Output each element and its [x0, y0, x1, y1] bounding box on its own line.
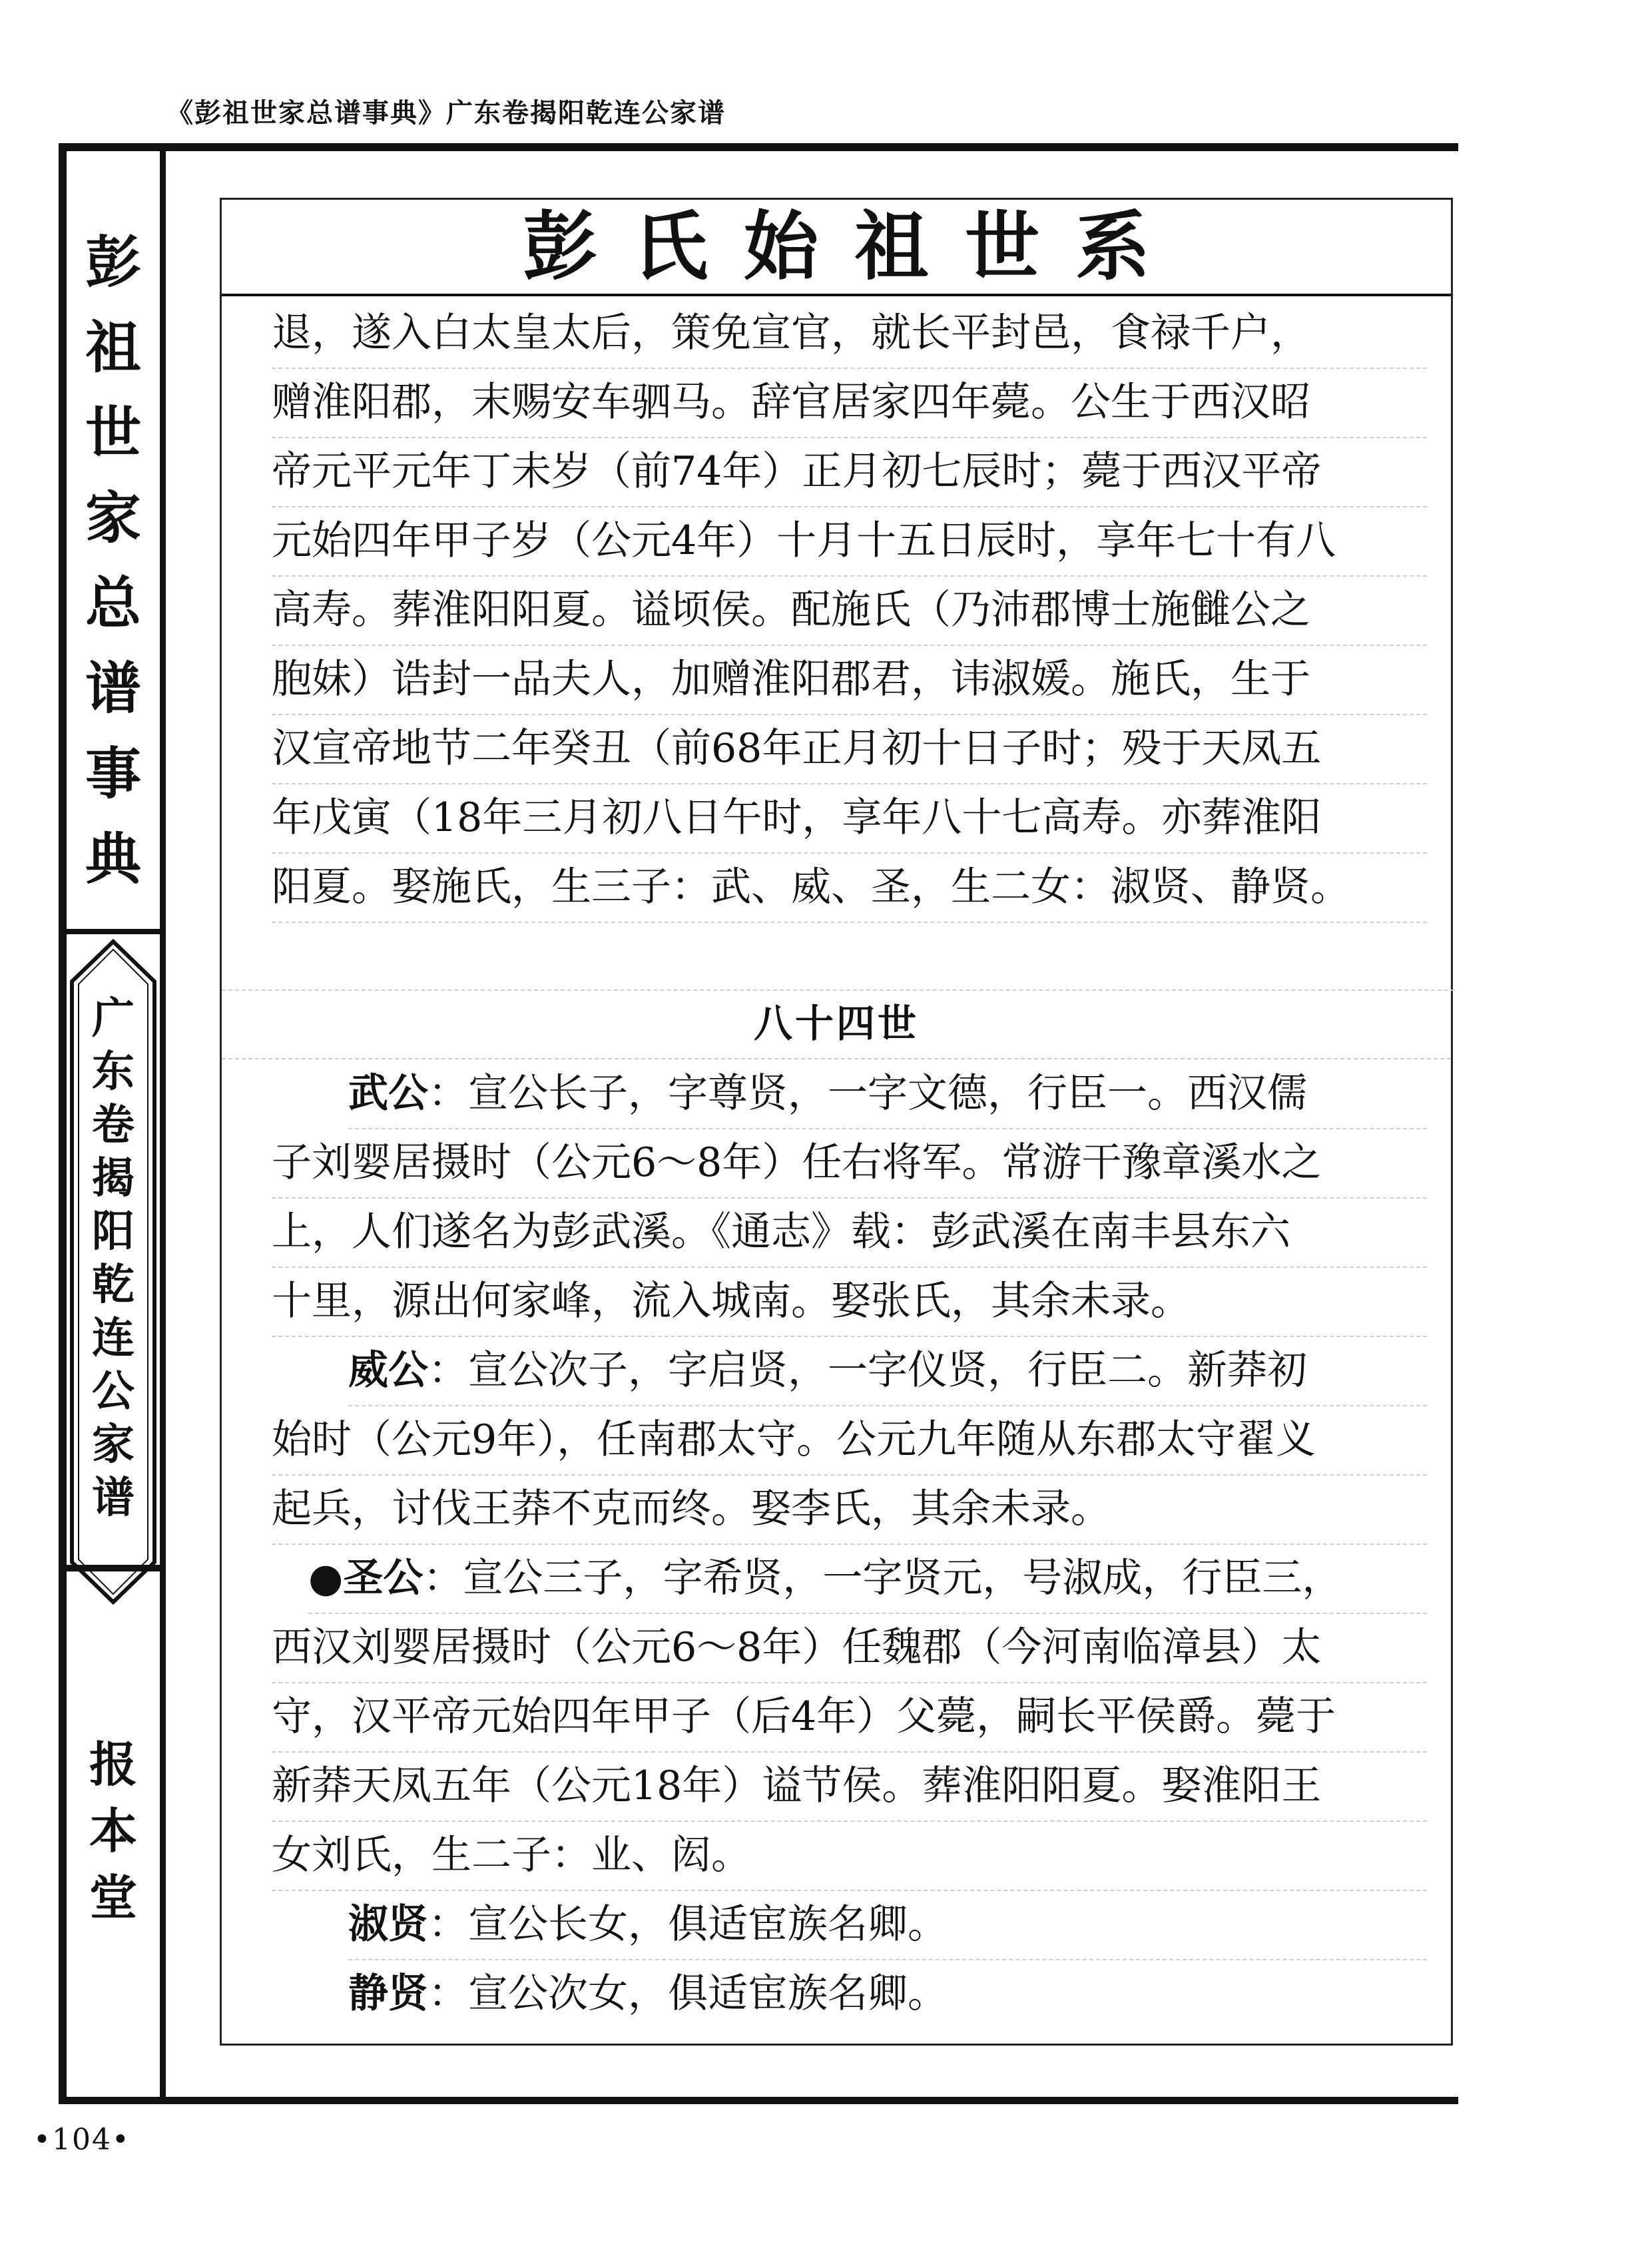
top-rule [59, 143, 1458, 151]
text-line: 退，遂入白太皇太后，策免宣官，就长平封邑，食禄千户， [272, 298, 1427, 369]
spine-book-title [67, 220, 160, 902]
spine-char: 阳 [92, 1207, 135, 1257]
text-line: 赠淮阳郡，末赐安车驷马。辞官居家四年薨。公生于西汉昭 [272, 368, 1427, 438]
spine-char: 谱 [92, 1473, 135, 1523]
spine-char: 揭 [92, 1153, 135, 1203]
entry-text: ：宣公次子，字启贤，一字仪贤，行臣二。新莽初 [428, 1347, 1307, 1394]
entry-line [348, 1059, 1427, 1129]
entry-line [308, 1543, 1427, 1614]
spine-hall-name [67, 1731, 160, 1931]
spine-char: 东 [92, 1047, 135, 1097]
text-line: 上，人们遂名为彭武溪。《通志》载：彭武溪在南丰县东六 [272, 1197, 1427, 1268]
entry-name: 淑贤 [348, 1901, 428, 1948]
spine-char: 乾 [92, 1260, 135, 1310]
spine-char: 报 [89, 1736, 137, 1793]
entry-name: 圣公 [343, 1555, 423, 1601]
entry-text: ：宣公三子，字希贤，一字贤元，号淑成，行臣三， [423, 1555, 1342, 1601]
entry-name: 武公 [348, 1070, 428, 1117]
spine-char: 卷 [92, 1100, 135, 1150]
spine-char: 事 [85, 740, 141, 806]
entry-text: ：宣公长女，俱适宦族名卿。 [428, 1901, 948, 1948]
text-line: 帝元平元年丁未岁（前74年）正月初七辰时；薨于西汉平帝 [272, 437, 1427, 507]
blank-ruled-line [222, 920, 1455, 991]
spine-char: 连 [92, 1313, 135, 1363]
text-line: 新莽天凤五年（公元18年）谥节侯。葬淮阳阳夏。娶淮阳王 [272, 1751, 1427, 1822]
text-line: 起兵，讨伐王莽不克而终。娶李氏，其余未录。 [272, 1474, 1427, 1545]
spine-char: 家 [85, 485, 141, 551]
text-line: 十里，源出何家峰，流入城南。娶张氏，其余未录。 [272, 1266, 1427, 1337]
entry-line [348, 1336, 1427, 1406]
content-frame [220, 198, 1453, 2046]
running-header: 《彭祖世家总谱事典》广东卷揭阳乾连公家谱 [166, 98, 726, 129]
spine-char: 总 [85, 570, 141, 636]
spine-char: 堂 [89, 1869, 137, 1926]
page-number: •104• [33, 2123, 131, 2157]
spine-volume-title [67, 992, 160, 1525]
text-line: 元始四年甲子岁（公元4年）十月十五日辰时，享年七十有八 [272, 506, 1427, 577]
text-line: 女刘氏，生二子：业、闳。 [272, 1821, 1427, 1891]
entry-name: 威公 [348, 1347, 428, 1394]
spine-char: 本 [89, 1803, 137, 1859]
spine-char: 祖 [85, 314, 141, 380]
spine-char: 世 [85, 400, 141, 465]
entry-text: ：宣公次女，俱适宦族名卿。 [428, 1970, 948, 2017]
entry-text: ：宣公长子，字尊贤，一字文德，行臣一。西汉儒 [428, 1070, 1307, 1117]
spine-char: 家 [92, 1420, 135, 1470]
text-line: 西汉刘婴居摄时（公元6～8年）任魏郡（今河南临漳县）太 [272, 1613, 1427, 1683]
bullet-marker: ● [308, 1555, 344, 1601]
entry-line [348, 1959, 1427, 2028]
spine-divider [67, 929, 160, 934]
entry-line [348, 1890, 1427, 1960]
entry-name: 静贤 [348, 1970, 428, 2017]
spine-char: 谱 [85, 655, 141, 721]
text-line: 年戊寅（18年三月初八日午时，享年八十七高寿。亦葬淮阳 [272, 783, 1427, 854]
text-line: 守，汉平帝元始四年甲子（后4年）父薨，嗣长平侯爵。薨于 [272, 1682, 1427, 1753]
bottom-rule [59, 2097, 1458, 2104]
text-line: 阳夏。娶施氏，生三子：武、威、圣，生二女：淑贤、静贤。 [272, 852, 1427, 923]
generation-heading: 八十四世 [222, 989, 1451, 1059]
left-border-bar [59, 143, 67, 2104]
spine-divider [67, 1565, 160, 1571]
spine-char: 典 [85, 826, 141, 892]
spine-char: 广 [92, 993, 135, 1043]
section-title: 彭氏始祖世系 [523, 202, 1186, 290]
spine-char: 公 [92, 1366, 135, 1416]
text-line: 子刘婴居摄时（公元6～8年）任右将军。常游干豫章溪水之 [272, 1128, 1427, 1199]
text-line: 胞妹）诰封一品夫人，加赠淮阳郡君，讳淑媛。施氏，生于 [272, 645, 1427, 715]
text-line: 汉宣帝地节二年癸丑（前68年正月初十日子时；殁于天凤五 [272, 714, 1427, 784]
spine-separator-bar [160, 143, 166, 2104]
text-body [222, 200, 1451, 2044]
spine-char: 彭 [85, 229, 141, 295]
text-line: 始时（公元9年），任南郡太守。公元九年随从东郡太守翟义 [272, 1405, 1427, 1476]
text-line: 高寿。葬淮阳阳夏。谥顷侯。配施氏（乃沛郡博士施雠公之 [272, 575, 1427, 646]
